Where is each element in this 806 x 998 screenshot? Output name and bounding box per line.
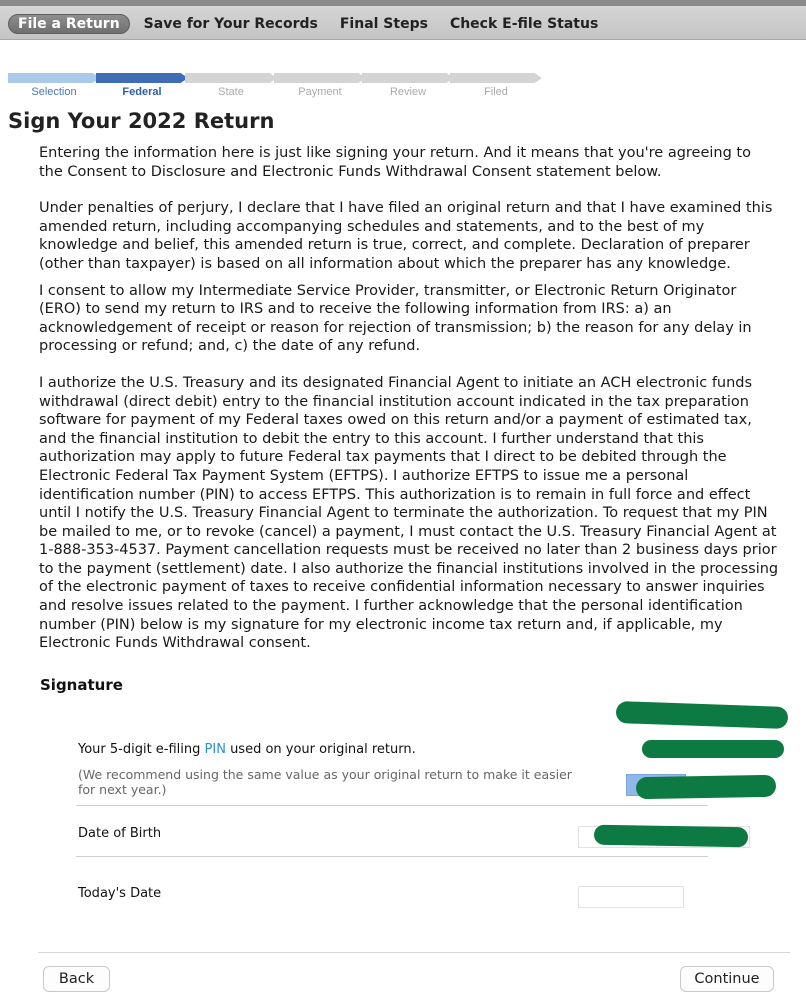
- window-rim: [0, 0, 806, 6]
- continue-button[interactable]: Continue: [680, 966, 774, 992]
- pin-help-link[interactable]: PIN: [204, 742, 226, 757]
- step-state: [185, 73, 277, 98]
- nav-file-a-return[interactable]: File a Return: [8, 14, 130, 34]
- signature-heading: Signature: [40, 676, 123, 694]
- ero-consent-paragraph: I consent to allow my Intermediate Service Provider, transmitter, or Electronic Return Originator (ERO) to send my return to IRS and to receive the following information from IRS: a) an acknowledgement of receipt or reason for rejection of transmission; b) the reason for any delay in processing or refund; and, c) the date of any refund.: [39, 282, 752, 355]
- step-label: Selection: [31, 86, 77, 98]
- todays-date-input[interactable]: [578, 886, 684, 908]
- todays-date-label: Today's Date: [78, 886, 162, 901]
- step-arrow: [8, 73, 100, 83]
- nav-check-efile-status[interactable]: Check E-file Status: [449, 16, 599, 32]
- redaction-mark: [616, 701, 789, 729]
- step-arrow: [96, 73, 188, 83]
- step-review: [362, 73, 454, 98]
- step-label: Review: [389, 86, 427, 98]
- redaction-mark: [642, 740, 784, 758]
- step-arrow: [362, 73, 454, 83]
- footer-divider: [38, 952, 790, 953]
- step-arrow: [274, 73, 366, 83]
- top-nav-bar: [0, 0, 806, 40]
- perjury-paragraph: Under penalties of perjury, I declare that I have filed an original return and that I have examined this amended return, including accompanying schedules and statements, and to the best of my knowledge and belief, this amended return is true, correct, and complete. Declaration of preparer (other than taxpayer) is based on all information about which the preparer has any knowledge.: [39, 200, 773, 272]
- step-arrow: [185, 73, 277, 83]
- nav-menu: [8, 14, 620, 34]
- step-selection: [8, 73, 100, 98]
- pin-recommendation-note: (We recommend using the same value as your original return to make it easier for next year.): [78, 767, 572, 797]
- page-title: Sign Your 2022 Return: [8, 109, 275, 133]
- divider: [76, 856, 708, 857]
- step-label: Payment: [298, 86, 342, 98]
- consent-text: [39, 144, 779, 671]
- step-label: Filed: [484, 86, 508, 98]
- nav-final-steps[interactable]: Final Steps: [339, 16, 428, 32]
- step-arrow: [450, 73, 542, 83]
- divider: [76, 805, 708, 806]
- date-of-birth-label: Date of Birth: [78, 826, 162, 841]
- pin-label-pre: Your 5-digit e-filing: [78, 742, 205, 757]
- back-button[interactable]: Back: [43, 966, 110, 992]
- intro-paragraph: Entering the information here is just like signing your return. And it means that you're agreeing to the Consent to Disclosure and Electronic Funds Withdrawal Consent statement below.: [39, 145, 751, 180]
- step-filed: [450, 73, 542, 98]
- nav-save-for-records[interactable]: Save for Your Records: [143, 16, 318, 32]
- progress-steps: [8, 73, 548, 103]
- redaction-mark: [594, 825, 748, 848]
- step-label: Federal: [122, 86, 162, 98]
- step-federal: [96, 73, 188, 98]
- pin-label: [78, 742, 416, 757]
- step-label: State: [218, 86, 244, 98]
- eftps-authorization-paragraph: I authorize the U.S. Treasury and its designated Financial Agent to initiate an ACH electronic funds withdrawal (direct debit) entry to the financial institution account indicated in the tax preparation software for payment of my Federal taxes owed on this return and/or a payment of estimated tax, and the financial institution to debit the entry to this account. I further understand that this authorization may apply to future Federal tax payments that I direct to be debited through the Electronic Federal Tax Payment System (EFTPS). I authorize EFTPS to issue me a personal identification number (PIN) to access EFTPS. This authorization is to remain in full force and effect until I notify the U.S. Treasury Financial Agent to terminate the authorization. To request that my PIN be mailed to me, or to revoke (cancel) a payment, I must contact the U.S. Treasury Financial Agent at 1-888-353-4537. Payment cancellation requests must be received no later than 2 business days prior to the payment (settlement) date. I also authorize the financial institutions involved in the processing of the electronic payment of taxes to receive confidential information necessary to answer inquiries and resolve issues related to the payment. I further acknowledge that the personal identification number (PIN) below is my signature for my electronic income tax return and, if applicable, my Electronic Funds Withdrawal consent.: [39, 374, 779, 652]
- pin-label-post: used on your original return.: [225, 742, 416, 757]
- step-payment: [274, 73, 366, 98]
- redaction-mark: [636, 775, 776, 799]
